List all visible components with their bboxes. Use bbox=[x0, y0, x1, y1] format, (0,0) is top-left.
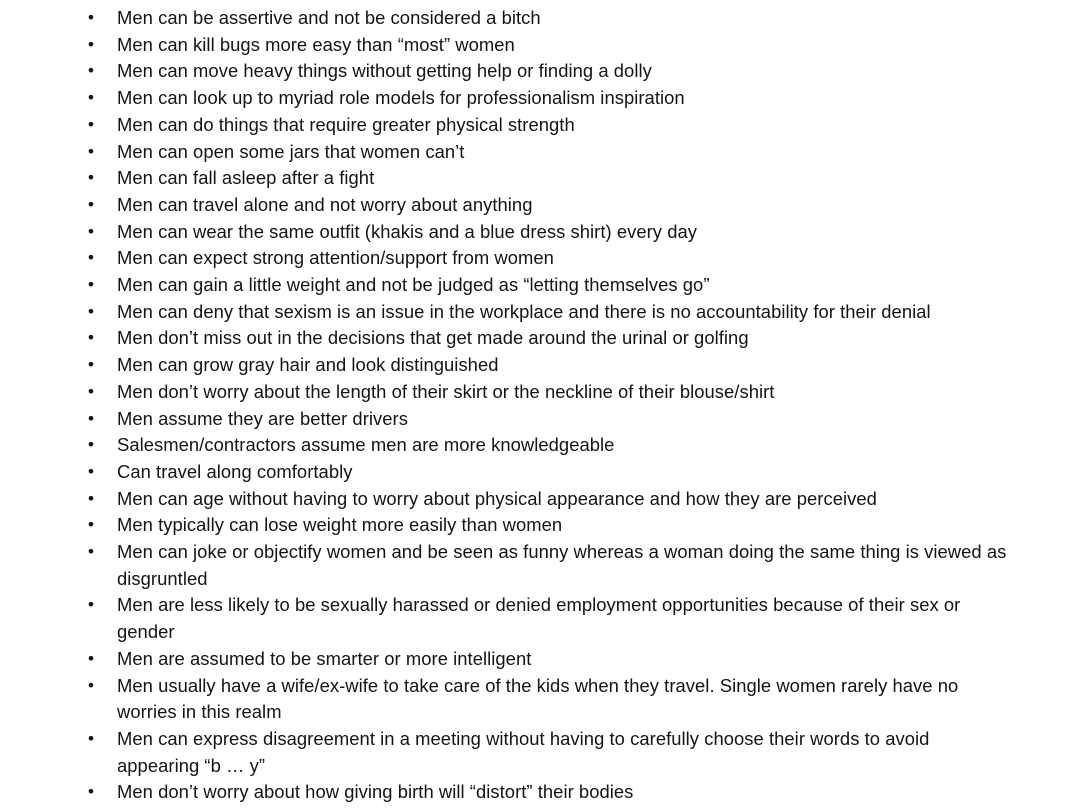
list-item-text: Men can gain a little weight and not be judged as “letting themselves go” bbox=[117, 274, 710, 296]
list-item bbox=[0, 85, 1068, 112]
list-item bbox=[0, 112, 1068, 139]
list-item-text: Men can grow gray hair and look distinguished bbox=[117, 354, 499, 376]
list-item bbox=[0, 726, 1068, 779]
list-item-text: Men can travel alone and not worry about anything bbox=[117, 193, 533, 215]
bullet-icon: • bbox=[86, 648, 96, 668]
list-item-text: Men can joke or objectify women and be seen as funny whereas a woman doing the same thing is viewed as disgruntled bbox=[117, 541, 1007, 589]
list-item bbox=[0, 379, 1068, 406]
list-item bbox=[0, 272, 1068, 299]
list-item bbox=[0, 592, 1068, 645]
list-item-text: Men can open some jars that women can’t bbox=[117, 140, 465, 162]
list-item-text: Salesmen/contractors assume men are more knowledgeable bbox=[117, 434, 615, 456]
bullet-icon: • bbox=[86, 168, 96, 188]
bullet-icon: • bbox=[86, 355, 96, 375]
list-item bbox=[0, 325, 1068, 352]
list-item bbox=[0, 352, 1068, 379]
list-item bbox=[0, 406, 1068, 433]
bullet-icon: • bbox=[86, 141, 96, 161]
list-item-text: Men can deny that sexism is an issue in the workplace and there is no accountability for their denial bbox=[117, 300, 931, 322]
bullet-icon: • bbox=[86, 275, 96, 295]
bullet-icon: • bbox=[86, 542, 96, 562]
bullet-icon: • bbox=[86, 61, 96, 81]
list-item bbox=[0, 5, 1068, 32]
bullet-list bbox=[0, 5, 1068, 806]
list-item-text: Men can kill bugs more easy than “most” women bbox=[117, 33, 515, 55]
list-item bbox=[0, 779, 1068, 806]
list-item-text: Men can fall asleep after a fight bbox=[117, 167, 375, 189]
list-item bbox=[0, 673, 1068, 726]
bullet-icon: • bbox=[86, 675, 96, 695]
bullet-icon: • bbox=[86, 88, 96, 108]
list-item-text: Men can move heavy things without getting help or finding a dolly bbox=[117, 60, 652, 82]
list-item bbox=[0, 219, 1068, 246]
list-item-text: Men can age without having to worry about physical appearance and how they are perceived bbox=[117, 487, 877, 509]
list-item-text: Men can express disagreement in a meeting without having to carefully choose their words to avoid appearing “b … y” bbox=[117, 727, 930, 776]
list-item-text: Men don’t worry about how giving birth will “distort” their bodies bbox=[117, 781, 634, 803]
bullet-icon: • bbox=[86, 194, 96, 214]
list-item bbox=[0, 245, 1068, 272]
list-item-text: Men can do things that require greater physical strength bbox=[117, 113, 575, 135]
bullet-icon: • bbox=[86, 435, 96, 455]
bullet-icon: • bbox=[86, 8, 96, 27]
list-item bbox=[0, 32, 1068, 59]
list-item bbox=[0, 432, 1068, 459]
list-item-text: Men can expect strong attention/support from women bbox=[117, 247, 554, 269]
list-item-text: Men assume they are better drivers bbox=[117, 407, 408, 429]
bullet-icon: • bbox=[86, 221, 96, 241]
list-item bbox=[0, 646, 1068, 673]
list-item bbox=[0, 486, 1068, 513]
list-item-text: Men can be assertive and not be considered a bitch bbox=[117, 7, 541, 28]
list-item bbox=[0, 58, 1068, 85]
bullet-icon: • bbox=[86, 488, 96, 508]
list-item-text: Men can wear the same outfit (khakis and a blue dress shirt) every day bbox=[117, 220, 698, 242]
list-item bbox=[0, 139, 1068, 166]
list-item-text: Can travel along comfortably bbox=[117, 460, 353, 482]
list-item-text: Men are less likely to be sexually harassed or denied employment opportunities because of their sex or gender bbox=[117, 594, 961, 643]
list-item bbox=[0, 192, 1068, 219]
bullet-icon: • bbox=[86, 301, 96, 321]
bullet-icon: • bbox=[86, 515, 96, 535]
list-item bbox=[0, 512, 1068, 539]
bullet-icon: • bbox=[86, 782, 96, 802]
list-item-text: Men don’t worry about the length of their skirt or the neckline of their blouse/shirt bbox=[117, 380, 775, 402]
list-item bbox=[0, 539, 1068, 592]
bullet-icon: • bbox=[86, 328, 96, 348]
list-item-text: Men typically can lose weight more easily than women bbox=[117, 514, 563, 536]
bullet-icon: • bbox=[86, 248, 96, 268]
bullet-icon: • bbox=[86, 728, 96, 748]
list-item-text: Men can look up to myriad role models for professionalism inspiration bbox=[117, 87, 685, 109]
bullet-icon: • bbox=[86, 114, 96, 134]
bullet-icon: • bbox=[86, 461, 96, 481]
bullet-icon: • bbox=[86, 34, 96, 54]
list-item bbox=[0, 299, 1068, 326]
list-item-text: Men are assumed to be smarter or more intelligent bbox=[117, 647, 532, 669]
bullet-icon: • bbox=[86, 595, 96, 615]
bullet-icon: • bbox=[86, 381, 96, 401]
bullet-icon: • bbox=[86, 408, 96, 428]
list-item-text: Men usually have a wife/ex-wife to take care of the kids when they travel. Single women rarely have no worries in this realm bbox=[117, 674, 959, 723]
list-item bbox=[0, 165, 1068, 192]
list-item bbox=[0, 459, 1068, 486]
list-item-text: Men don’t miss out in the decisions that get made around the urinal or golfing bbox=[117, 327, 749, 349]
